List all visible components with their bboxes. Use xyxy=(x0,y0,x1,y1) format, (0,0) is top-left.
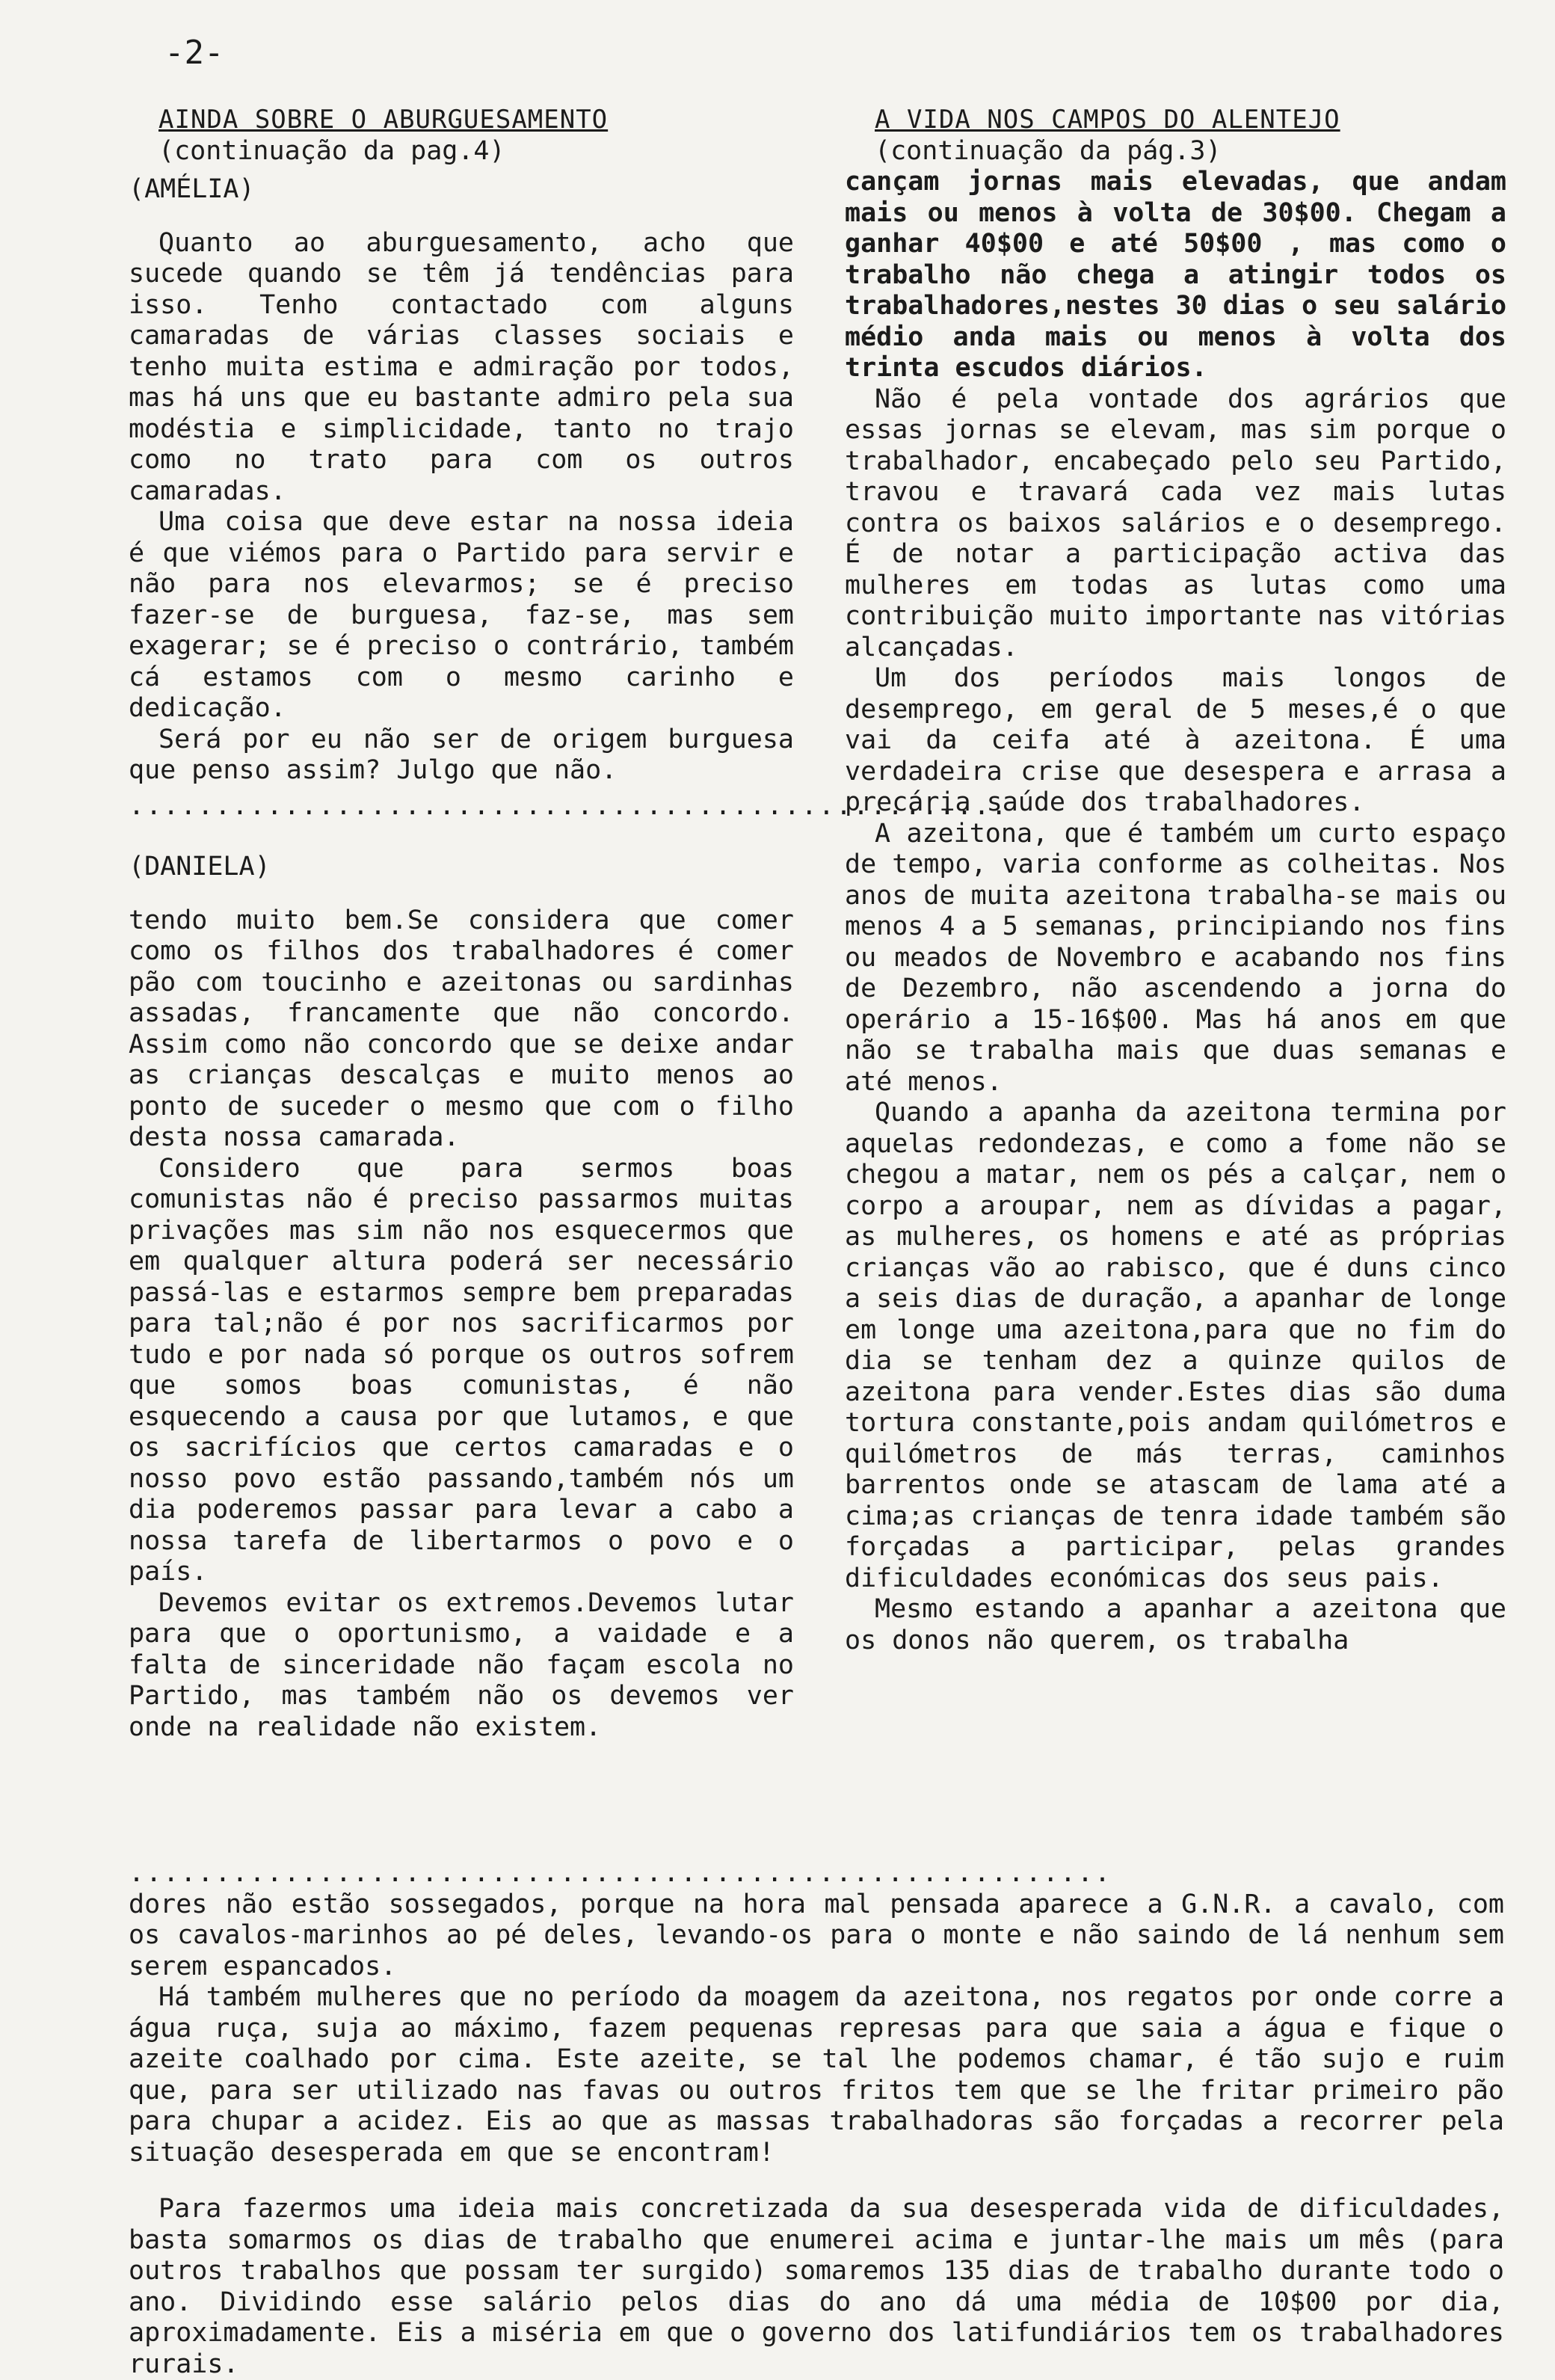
paragraph: cançam jornas mais elevadas, que andam mais ou menos à volta de 30$00. Chegam a ganhar 40$00 e até 50$00 , mas como o trabalho não chega a atingir todos os trabalhadores,nestes 30 dias o seu salário médio anda mais ou menos à volta dos trinta escudos diários. xyxy=(845,167,1507,383)
paragraph: tendo muito bem.Se considera que comer como os filhos dos trabalhadores é comer pão com toucinho e azeitonas ou sardinhas assadas, francamente que não concordo. Assim como não concordo que se deixe andar as crianças descalças e muito menos ao ponto de suceder o mesmo que com o filho desta nossa camarada. xyxy=(129,905,794,1152)
left-column xyxy=(129,105,1009,1743)
left-article-title: AINDA SOBRE O ABURGUESAMENTO xyxy=(158,105,609,135)
bottom-section xyxy=(129,1858,1504,2380)
page-number: -2- xyxy=(164,34,224,72)
speaker-label-amelia: (AMÉLIA) xyxy=(129,174,255,204)
paragraph: Será por eu não ser de origem burguesa que penso assim? Julgo que não. xyxy=(129,724,794,785)
paragraph: Quanto ao aburguesamento, acho que sucede quando se têm já tendências para isso. Tenho contactado com alguns camaradas de várias classes sociais e tenho muita estima e admiração por todos, mas há uns que eu bastante admiro pela sua modéstia e simplicidade, tanto no trajo como no trato para com os outros camaradas. xyxy=(129,227,794,506)
paragraph: A azeitona, que é também um curto espaço de tempo, varia conforme as colheitas. Nos anos de muita azeitona trabalha-se mais ou menos 4 a 5 semanas, principiando nos fins ou meados de Novembro e acabando nos fins de Dezembro, não ascendendo a jorna do operário a 15-16$00. Mas há anos em que não se trabalha mais que duas semanas e até menos. xyxy=(845,818,1507,1097)
paragraph: Devemos evitar os extremos.Devemos lutar para que o oportunismo, a vaidade e a falta de sinceridade não façam escola no Partido, mas também não os devemos ver onde na realidade não existem. xyxy=(129,1587,794,1742)
paragraph: Para fazermos uma ideia mais concretizada da sua desesperada vida de dificuldades, basta somarmos os dias de trabalho que enumerei acima e juntar-lhe mais um mês (para outros trabalhos que possam ter surgido) somaremos 135 dias de trabalho durante todo o ano. Dividindo esse salário pelos dias do ano dá uma média de 10$00 por dia, aproximadamente. Eis a miséria em que o governo dos latifundiários tem os trabalhadores rurais. xyxy=(129,2194,1504,2379)
right-article-title: A VIDA NOS CAMPOS DO ALENTEJO xyxy=(875,105,1340,135)
spacer xyxy=(129,2168,1504,2194)
paragraph: Uma coisa que deve estar na nossa ideia é que viémos para o Partido para servir e não para nos elevarmos; se é preciso fazer-se de burguesa, faz-se, mas sem exagerar; se é preciso o contrário, também cá estamos com o mesmo carinho e dedicação. xyxy=(129,507,794,723)
separator-dots: ......................................................... xyxy=(129,1858,1112,1888)
paragraph: Mesmo estando a apanhar a azeitona que os donos não querem, os trabalha xyxy=(845,1594,1506,1655)
paragraph: Há também mulheres que no período da moagem da azeitona, nos regatos por onde corre a água ruça, suja ao máximo, fazem pequenas represas para que saia a água e fique o azeite coalhado por cima. Este azeite, se tal lhe podemos chamar, é tão sujo e ruim que, para ser utilizado nas favas ou outros fritos tem que se lhe fritar primeiro pão para chupar a acidez. Eis ao que as massas trabalhadoras são forçadas a recorrer pela situação desesperada em que se encontram! xyxy=(129,1982,1504,2168)
paragraph: dores não estão sossegados, porque na hora mal pensada aparece a G.N.R. a cavalo, com os cavalos-marinhos ao pé deles, levando-os para o monte e não saindo de lá nenhum sem serem espancados. xyxy=(129,1889,1504,1981)
right-column xyxy=(845,105,1506,1656)
paragraph: Não é pela vontade dos agrários que essas jornas se elevam, mas sim porque o trabalhador, encabeçado pelo seu Partido, travou e travará cada vez mais lutas contra os baixos salários e o desemprego. É de notar a participação activa das mulheres em todas as lutas como uma contribuição muito importante nas vitórias alcançadas. xyxy=(845,384,1507,662)
paragraph: Um dos períodos mais longos de desemprego, em geral de 5 meses,é o que vai da ceifa até à azeitona. É uma verdadeira crise que desespera e arrasa a precária saúde dos trabalhadores. xyxy=(845,663,1506,817)
separator-dots: ................................................... xyxy=(129,790,1009,821)
speaker-label-daniela: (DANIELA) xyxy=(129,852,271,882)
paragraph: Considero que para sermos boas comunistas não é preciso passarmos muitas privações mas sim não nos esquecermos que em qualquer altura poderá ser necessário passá-las e estarmos sempre bem preparadas para tal;não é por nos sacrificarmos por tudo e por nada só porque os outros sofrem que somos boas comunistas, é não esquecendo a causa por que lutamos, e que os sacrifícios que certos camaradas e o nosso povo estão passando,também nós um dia poderemos passar para levar a cabo a nossa tarefa de libertarmos o povo e o país. xyxy=(129,1153,794,1587)
paragraph: Quando a apanha da azeitona termina por aquelas redondezas, e como a fome não se chegou a matar, nem os pés a calçar, nem o corpo a aroupar, nem as dívidas a pagar, as mulheres, os homens e até as próprias crianças vão ao rabisco, que é duns cinco a seis dias de duração, a apanhar de longe em longe uma azeitona,para que no fim do dia se tenham dez a quinze quilos de azeitona para vender.Estes dias são duma tortura constante,pois andam quilómetros e quilómetros de más terras, caminhos barrentos onde se atascam de lama até a cima;as crianças de tenra idade também são forçadas a participar, pelas grandes dificuldades económicas dos seus pais. xyxy=(845,1098,1507,1593)
left-article-subtitle: (continuação da pag.4) xyxy=(158,135,505,166)
right-article-subtitle: (continuação da pág.3) xyxy=(875,135,1222,166)
